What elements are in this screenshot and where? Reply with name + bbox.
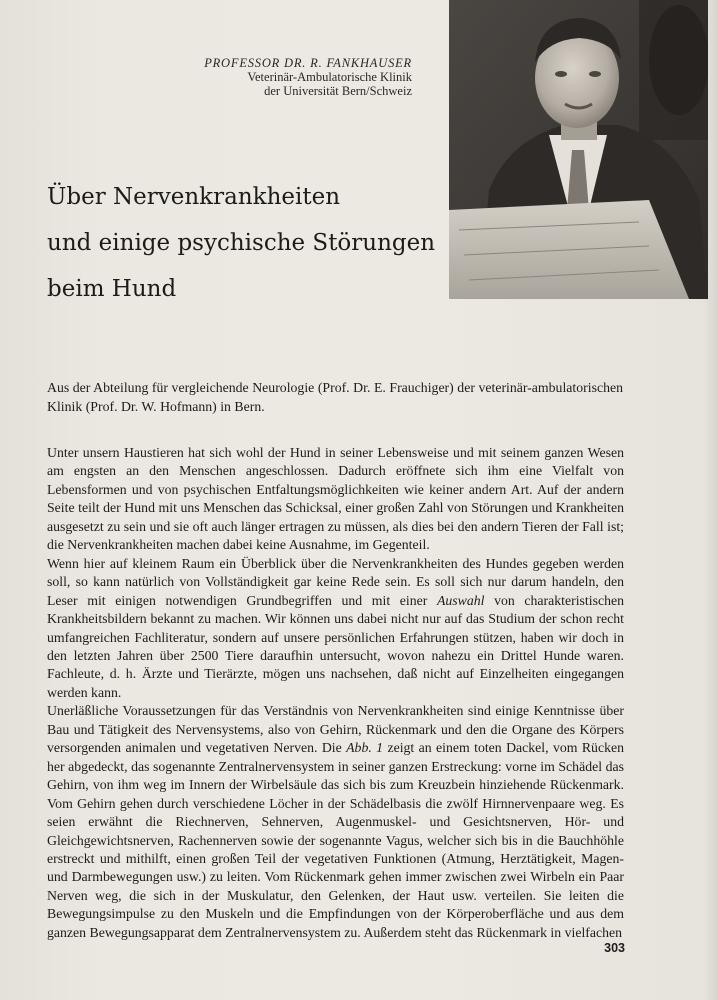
portrait-icon: [449, 0, 708, 299]
article-body: [47, 444, 624, 942]
body-paragraph-1: Unter unsern Haustieren hat sich wohl der Hund in seiner Lebensweise und mit seinem ganzen Wesen am engsten an den Menschen angeschlossen. Dadurch eröffnete sich ihm eine Vielfalt von Lebensformen und von psychischen Entfaltungsmöglichkeiten wie keiner andern Art. Auf der andern Seite teilt der Hund mit uns Menschen das Schicksal, einer großen Zahl von Störungen und Krankheiten ausgesetzt zu sein und sie oft auch länger ertragen zu müssen, als dies bei den andern Tieren der Fall ist; die Nervenkrankheiten machen dabei keine Ausnahme, im Gegenteil.: [47, 445, 624, 553]
author-portrait-photo: [449, 0, 708, 299]
author-university: der Universität Bern/Schweiz: [264, 84, 412, 98]
page-number: 303: [604, 941, 625, 955]
paragraph-2-emphasis: Auswahl: [436, 592, 485, 608]
paragraph-2-text-b: von charakteristischen Krankheitsbildern bekannt zu machen. Wir können uns dabei nicht nur auf das Studium der schon recht umfangreichen Fachliteratur, sondern auf unsere persönlichen Erfahrungen stützen, haben wir doch in den letzten Jahren über 2500 Tiere daraufhin untersucht, wovon nahezu ein Drittel Hunde waren. Fachleute, d. h. Ärzte und Tierärzte, mögen uns nachsehen, daß nicht auf Einzelheiten eingegangen werden kann.: [47, 592, 625, 700]
affiliation-note: Aus der Abteilung für vergleichende Neurologie (Prof. Dr. E. Frauchiger) der veterinär-ambulatorischen Klinik (Prof. Dr. W. Hofmann) in Bern.: [47, 380, 623, 414]
paragraph-3-text-a: Unerläßliche Voraussetzungen für das Verständnis von Nervenkrankheiten sind einige Kenntnisse über Bau und Tätigkeit des Nervensystems, also von Gehirn, Rückenmark und den die Organe des Körpers versorgenden animalen und vegetativen Nerven. Die: [47, 703, 624, 756]
paragraph-2-text-a: Wenn hier auf kleinem Raum ein Überblick über die Nervenkrankheiten des Hundes gegeben werden soll, so kann natürlich von Vollständigkeit gar keine Rede sein. Es soll sich nur darum handeln, den Leser mit einigen notwendigen Grundbegriffen und mit einer: [47, 555, 624, 608]
author-name: PROFESSOR DR. R. FANKHAUSER: [204, 56, 412, 70]
paragraph-3-text-b: zeigt an einem toten Dackel, vom Rücken her abgedeckt, das sogenannte Zentralnervensystem in seiner ganzen Erstreckung: vorne im Schädel das Gehirn, von ihm weg im Innern der Wirbelsäule das sich bis zum Kreuzbein hinziehende Rückenmark. Vom Gehirn gehen durch verschiedene Löcher in der Schädelbasis die zwölf Hirnnervenpaare weg. Es seien erwähnt die Riechnerven, Sehnerven, Augenmuskel- und Gesichtsnerven, Hör- und Gleichgewichtsnerven, Rachennerven sowie der sogenannte Vagus, welcher sich bis in die Bauchhöhle erstreckt und mithilft, einen großen Teil der vegetativen Funktionen (Atmung, Herztätigkeit, Magen- und Darmbewegungen usw.) zu leiten. Vom Rückenmark gehen immer zwischen zwei Wirbeln ein Paar Nerven weg, die sich in der Muskulatur, den Gelenken, der Haut usw. verteilen. Sie leiten die Bewegungsimpulse zu den Muskeln und die Empfindungen von der Körperoberfläche und aus dem ganzen Bewegungsapparat dem Zentralnervensystem zu. Außerdem steht das Rückenmark in vielfachen: [47, 740, 624, 940]
body-paragraph-3: [47, 702, 624, 942]
author-block: [120, 56, 412, 98]
title-line-1: Über Nervenkrankheiten: [47, 184, 341, 210]
figure-reference: Abb. 1: [346, 740, 384, 756]
body-paragraph-2: [47, 555, 624, 703]
author-clinic: Veterinär-Ambulatorische Klinik: [247, 70, 412, 84]
title-line-2: und einige psychische Störungen: [47, 230, 436, 256]
article-title: [47, 174, 447, 312]
title-line-3: beim Hund: [47, 276, 177, 302]
